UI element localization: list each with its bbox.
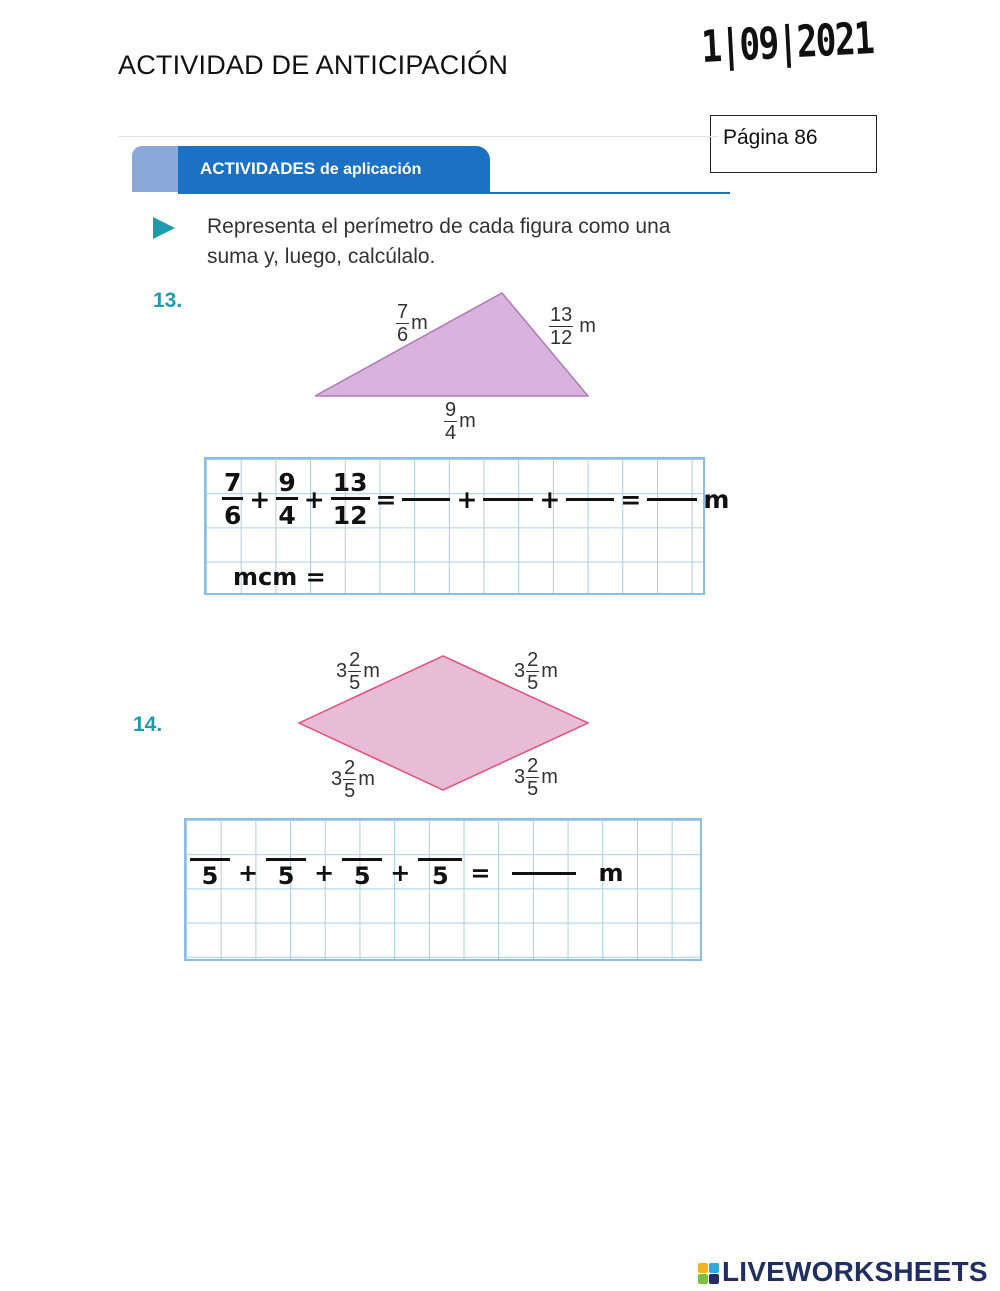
work-fraction-blank: 5 <box>418 858 462 888</box>
rhombus-side-bottom-left-label: 3 $\frac{2}{5}$ m <box>331 757 375 802</box>
banner-title-bold: ACTIVIDADES <box>200 159 316 178</box>
handwritten-mcm: mcm = <box>233 563 326 591</box>
work-fraction-3: $\frac{13}{12}$ <box>332 468 368 530</box>
work-fraction-blank: 5 <box>190 858 230 888</box>
exercise-13-number: 13. <box>153 289 183 312</box>
banner-title-rest: de aplicación <box>319 161 422 178</box>
page-number-box: Página 86 <box>710 115 877 173</box>
work-fraction-2: $\frac{9}{4}$ <box>278 468 296 530</box>
triangle-side-bottom-label: $\frac{9}{4}$ m <box>445 399 476 444</box>
banner-underline <box>178 192 730 194</box>
logo-text: LIVEWORKSHEETS <box>722 1256 988 1287</box>
play-arrow-icon <box>153 217 175 239</box>
work-fraction-blank: 5 <box>266 858 306 888</box>
exercise-14-number: 14. <box>133 713 163 736</box>
divider <box>118 136 718 137</box>
activities-banner <box>132 146 730 194</box>
blank-line <box>647 498 697 501</box>
blank-line <box>402 498 450 501</box>
instruction-text: Representa el perímetro de cada figura como una suma y, luego, calcúlalo. <box>207 215 671 268</box>
blank-line <box>512 872 576 875</box>
rhombus-side-top-right-label: 3 $\frac{2}{5}$ m <box>514 649 558 694</box>
handwritten-sum-14: 5 + 5 + 5 + 5 = m <box>190 858 623 888</box>
rhombus-side-top-left-label: 3 $\frac{2}{5}$ m <box>336 649 380 694</box>
banner-tab <box>132 146 180 192</box>
page-title: ACTIVIDAD DE ANTICIPACIÓN <box>118 50 509 80</box>
work-fraction-1: 7 6 <box>224 468 242 530</box>
blank-line <box>566 498 614 501</box>
rhombus-side-bottom-right-label: 3 $\frac{2}{5}$ m <box>514 755 558 800</box>
logo-icon <box>698 1263 719 1284</box>
blank-line <box>483 498 533 501</box>
liveworksheets-logo <box>698 1256 988 1288</box>
work-fraction-blank: 5 <box>342 858 382 888</box>
banner-title <box>178 146 490 192</box>
triangle-shape <box>315 293 588 396</box>
handwritten-sum-13: 7 6 + $\frac{9}{4}$ + $\frac{13}{12}$ = + + = m <box>224 468 730 530</box>
triangle-side-right-label: $\frac{13}{12}$ m <box>550 304 596 349</box>
triangle-side-left-label: $\frac{7}{6}$ m <box>397 301 428 346</box>
handwritten-date: 1|09|2021 <box>700 13 875 73</box>
